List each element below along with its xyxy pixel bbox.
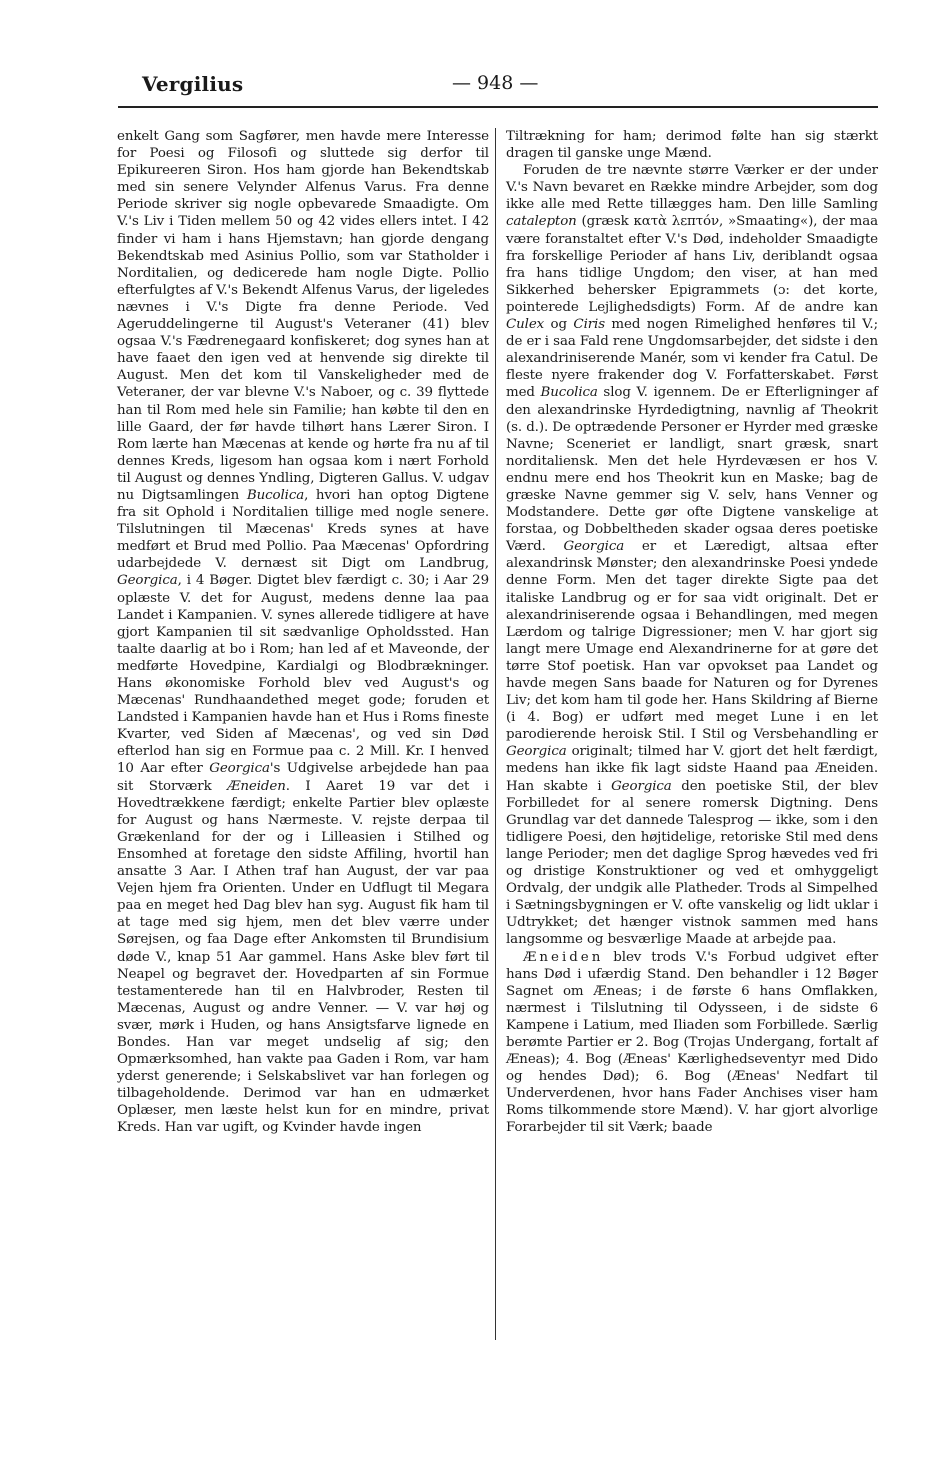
paragraph: Foruden de tre nævnte større Værker er der under V.'s Navn bevaret en Række mindre Arbejder, som dog ikke alle med Rette tillægges ham. Den lille Samling catalepton (græsk κατὰ λεπτόν, »Smaating«), der maa være foranstaltet efter V.'s Død, indeholder Smaadigte fra forskellige Perioder af hans Liv, deriblandt ogsaa fra hans tidlige Ungdom; den viser, at han med Sikkerhed behersker Epigrammets (ɔ: det korte, pointerede Lejlighedsdigts) Form. Af de andre kan Culex og Ciris med nogen Rimelighed henføres til V.; de er i saa Fald rene Ungdomsarbejder, det sidste i den alexandriniserende Manér, som vi kender fra Catul. De fleste nyere frakender dog V. Forfatterskabet. Først med Bucolica slog V. igennem. De er Efterligninger af den alexandrinske Hyrdedigtning, navnlig af Theokrit (s. d.). De optrædende Personer er Hyrder med græske Navne; Sceneriet er landligt, snart græsk, snart norditaliensk. Men det hele Hyrdevæsen er hos V. endnu mere end hos Theokrit kun en Maske; bag de græske Navne gemmer sig V. selv, hans Venner og Modstandere. Dette gør ofte Digtene vanskelige at forstaa, og Dobbeltheden skader ogsaa deres poetiske Værd. Georgica er et Læredigt, altsaa efter alexandrinsk Mønster; den alexandrinske Poesi yndede denne Form. Men det tager direkte Sigte paa det italiske Landbrug og er for saa vidt originalt. Det er alexandriniserende ogsaa i Behandlingen, med megen Lærdom og talrige Digressioner; men V. har gjort sig langt mere Umage end Alexandrinerne for at gøre det tørre Stof poetisk. Han var opvokset paa Landet og havde megen Sans baade for Naturen og for Dyrenes Liv; det kom ham til gode her. Hans Skildring af Bierne (i 4. Bog) er udført med meget Lune i en let parodierende heroisk Stil. I Stil og Versbehandling er Georgica originalt; tilmed har V. gjort det helt færdigt, medens han ikke fik lagt sidste Haand paa Æneiden. Han skabte i Georgica den poetiske Stil, der blev Forbilledet for al senere romersk Digtning. Dens Grundlag var det dannede Talesprog — ikke, som i den tidligere Poesi, den højtidelige, retoriske Stil med dens lange Perioder; men det daglige Sprog hævedes ved fri og dristige Konstruktioner og ved et omhyggeligt Ordvalg, der undgik alle Platheder. Trods al Simpelhed i Sætningsbygningen er V. ofte vanskelig og lidt uklar i Udtrykket; det hænger vistnok sammen med hans langsomme og besværlige Maade at arbejde paa. [506,163,878,948]
right-column [506,128,878,1137]
paragraph: enkelt Gang som Sagfører, men havde mere Interesse for Poesi og Filosofi og sluttede sig derfor til Epikureeren Siron. Hos ham gjorde han Bekendtskab med sin senere Velynder Alfenus Varus. Fra denne Periode skriver sig nogle opbevarede Smaadigte. Om V.'s Liv i Tiden mellem 50 og 42 vides ellers intet. I 42 finder vi ham i hans Hjemstavn; han gjorde dengang Bekendtskab med Asinius Pollio, som var Statholder i Norditalien, og dedicerede ham nogle Digte. Pollio efterfulgtes af V.'s Bekendt Alfenus Varus, der ligeledes nævnes i V.'s Digte fra denne Periode. Ved Ageruddelingerne til August's Veteraner (41) blev ogsaa V.'s Fædrenegaard konfiskeret; dog synes han at have faaet den igen ved at henvende sig direkte til August. Men det kom til Vanskeligheder med de Veteraner, der var blevne V.'s Naboer, og c. 39 flyttede han til Rom med hele sin Familie; han købte til den en lille Gaard, der før havde tilhørt hans Lærer Siron. I Rom lærte han Mæcenas at kende og hørte fra nu af til dennes Kreds, ligesom han ogsaa kom i nært Forhold til August og dennes Yndling, Digteren Gallus. V. udgav nu Digtsamlingen Bucolica, hvori han optog Digtene fra sit Ophold i Norditalien tillige med nogle senere. Tilslutningen til Mæcenas' Kreds synes at have medført et Brud med Pollio. Paa Mæcenas' Opfordring udarbejdede V. dernæst sit Digt om Landbrug, Georgica, i 4 Bøger. Digtet blev færdigt c. 30; i Aar 29 oplæste V. det for August, medens denne laa paa Landet i Kampanien. V. synes allerede tidligere at have gjort Kampanien til sit sædvanlige Opholdssted. Han taalte daarlig at bo i Rom; han led af et Maveonde, der medførte Hovedpine, Kardialgi og Blodbrækninger. Hans økonomiske Forhold blev ved August's og Mæcenas' Rundhaandethed meget gode; foruden et Landsted i Kampanien havde han et Hus i Roms fineste Kvarter, ved Siden af Mæcenas', og ved sin Død efterlod han sig en Formue paa c. 2 Mill. Kr. I henved 10 Aar efter Georgica's Udgivelse arbejdede han paa sit Storværk Æneiden. I Aaret 19 var det i Hovedtrækkene færdigt; enkelte Partier blev oplæste for August og hans Nærmeste. V. rejste derpaa til Grækenland for der og i Lilleasien i Stilhed og Ensomhed at foretage den sidste Affiling, hvortil han ansatte 3 Aar. I Athen traf han August, der var paa Vejen hjem fra Orienten. Under en Udflugt til Megara paa en meget hed Dag blev han syg. August fik ham til at tage med sig hjem, men det blev værre under Sørejsen, og faa Dage efter Ankomsten til Brundisium døde V., knap 51 Aar gammel. Hans Aske blev ført til Neapel og begravet der. Hovedparten af sin Formue testamenterede han til en Halvbroder, Resten til Mæcenas, August og andre Venner. — V. var høj og svær, mørk i Huden, og hans Ansigtsfarve lignede en Bondes. Han var meget undselig af sig; den Opmærksomhed, han vakte paa Gaden i Rom, var ham yderst generende; i Selskabslivet var han forlegen og tilbageholdende. Derimod var han en udmærket Oplæser, men læste helst kun for en mindre, privat Kreds. Han var ugift, og Kvinder havde ingen [117,129,490,1136]
header-rule [118,106,878,108]
running-head-title: Vergilius [142,72,244,96]
page-number: — 948 — [452,72,539,94]
left-column [117,128,489,1137]
paragraph: Tiltrækning for ham; derimod følte han sig stærkt dragen til ganske unge Mænd. [506,129,878,162]
paragraph: Æneiden blev trods V.'s Forbud udgivet efter hans Død i ufærdig Stand. Den behandler i 12 Bøger Sagnet om Æneas; i de første 6 hans Omflakken, nærmest i Tilslutning til Odysseen, i de sidste 6 Kampene i Latium, med Iliaden som Forbillede. Særlig berømte Partier er 2. Bog (Trojas Undergang, fortalt af Æneas); 4. Bog (Æneas' Kærlighedseventyr med Dido og hendes Død); 6. Bog (Æneas' Nedfart til Underverdenen, hvor hans Fader Anchises viser ham Roms tilkommende store Mænd). V. har gjort alvorlige Forarbejder til sit Værk; baade [506,949,878,1136]
column-divider [495,128,496,1340]
